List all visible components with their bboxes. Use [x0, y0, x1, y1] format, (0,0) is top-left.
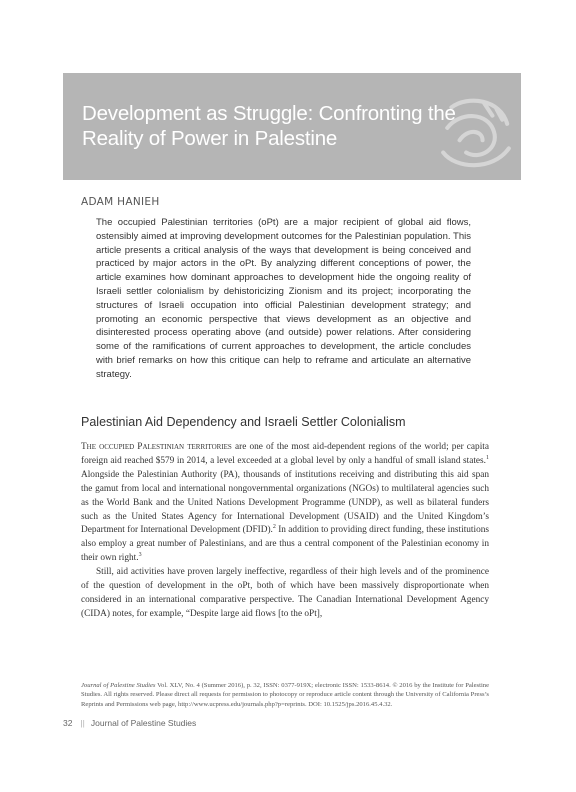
abstract: The occupied Palestinian territories (oPt) are a major recipient of global aid flows, ostensibly aimed at improving development outcomes for the Palestinian population. This article presents a critical analysis of the ways that development is being conceived and practiced by major actors in the oPt. By analyzing different conceptions of power, the article examines how dominant approaches to development hide the ongoing reality of Israeli settler colonialism by dehistoricizing Zionism and its project; incorporating the structures of Israeli occupation into official Palestinian development strategy; and promoting an economic perspective that views development as an objective and disinterested process operating above (and outside) power relations. After considering some of the ramifications of current approaches to development, the article concludes with brief remarks on how this critique can help to reframe and articulate an alternative strategy.	[96, 217, 471, 380]
body-text: Alongside the Palestinian Authority (PA), thousands of institutions receiving and distributing this aid span the gamut from local and international nongovernmental organizations (NGOs) to multilateral agencies such as the World Bank and the United Nations Development Programme (UNDP), as well as bilateral funders such as the United States Agency for International Development (USAID) and the United Kingdom’s Department for International Development (DFID).	[81, 469, 489, 536]
title-band	[63, 73, 521, 180]
running-footer	[63, 718, 196, 728]
footer-separator: ||	[80, 718, 85, 728]
footer-journal-name: Journal of Palestine Studies	[90, 718, 197, 728]
body-text: In addition to providing direct funding, these institutions also employ a great number of Palestinians, and are thus a central component of the Palestinian economy in their own right.	[81, 525, 490, 564]
body-paragraph-1	[81, 441, 489, 566]
page-number: 32	[63, 718, 73, 728]
citation-footnote	[81, 681, 489, 709]
body-text: are one of the most aid-dependent regions of the world; per capita foreign aid reached $579 in 2014, a level exceeded at a global level by only a handful of small island states.	[81, 442, 490, 466]
footnote-ref[interactable]: 3	[138, 552, 142, 559]
lead-in-smallcaps: The occupied Palestinian territories	[81, 442, 232, 452]
footnote-ref[interactable]: 2	[272, 524, 276, 531]
citation-text: Vol. XLV, No. 4 (Summer 2016), p. 32, ISSN: 0377-919X; electronic ISSN: 1533-8614. © 2016 by the Institute for Palestine Studies. All rights reserved. Please direct all requests for permission to photocopy or reproduce article content through the University of California Press’s Reprints and Permissions web page, http://www.ucpress.edu/journals.php?p=reprints. DOI: 10.1525/jps.2016.45.4.32.	[81, 682, 489, 708]
body-paragraph-2: Still, aid activities have proven largely ineffective, regardless of their high levels and of the prominence of the question of development in the oPt, both of which have been massively disproportionate when considered in an international comparative perspective. The Canadian International Development Agency (CIDA) notes, for example, “Despite large aid flows [to the oPt],	[81, 567, 489, 619]
footnote-ref[interactable]: 1	[486, 454, 489, 461]
article-title: Development as Struggle: Confronting the Reality of Power in Palestine	[82, 102, 456, 150]
author-name: ADAM HANIEH	[81, 196, 160, 208]
section-heading: Palestinian Aid Dependency and Israeli Settler Colonialism	[81, 415, 406, 429]
journal-title-italic: Journal of Palestine Studies	[81, 682, 156, 689]
article-body	[81, 441, 489, 622]
